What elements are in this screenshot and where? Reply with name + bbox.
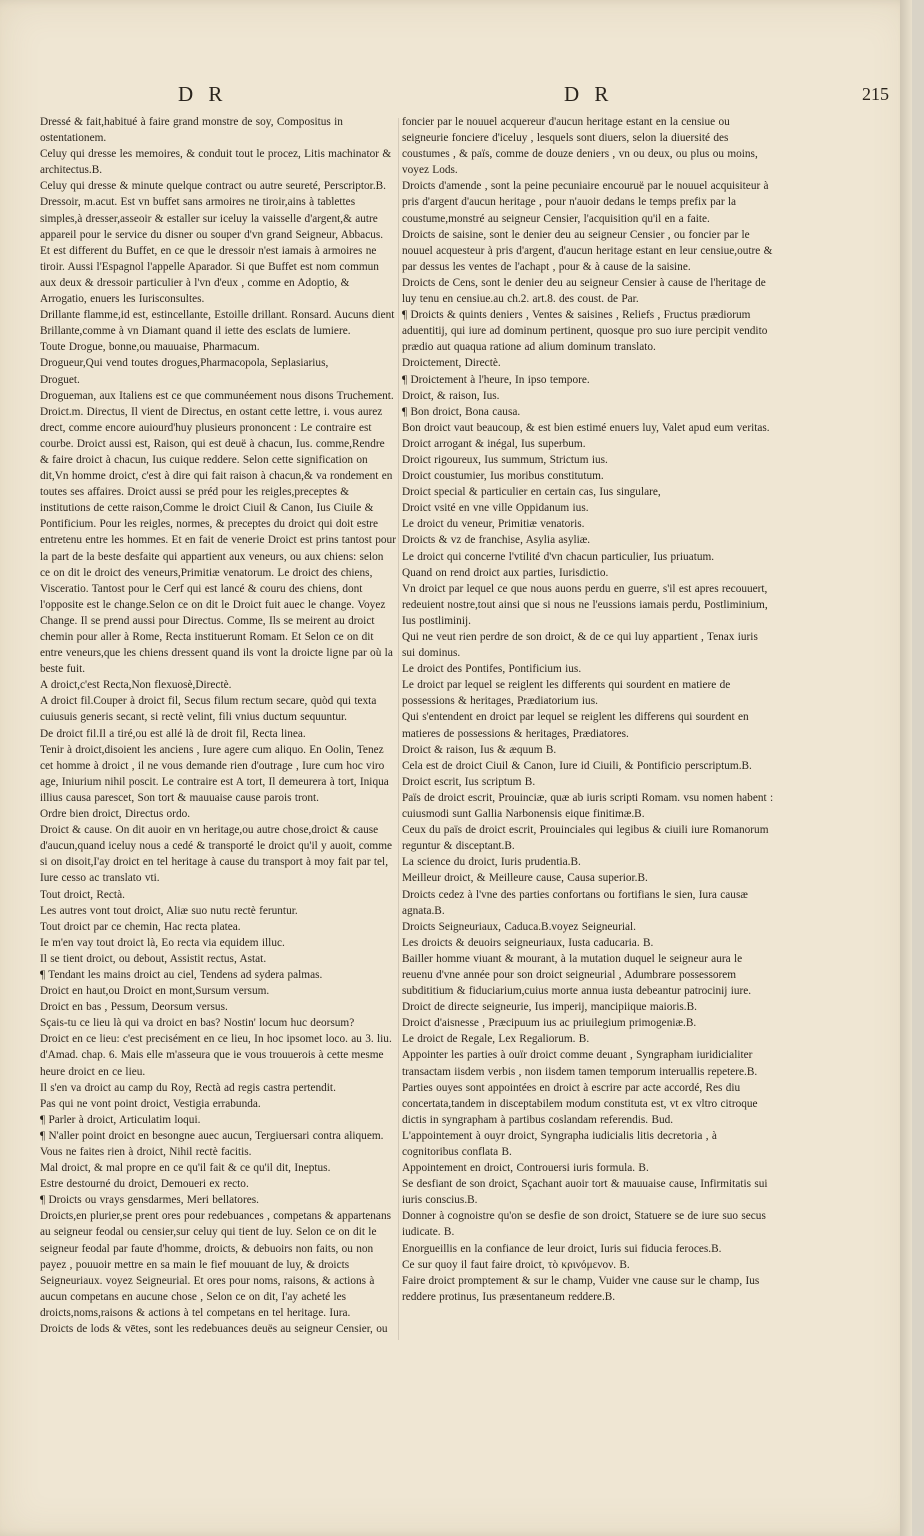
entry: Droicts Seigneuriaux, Caduca.B.voyez Seigneurial. bbox=[402, 920, 636, 933]
entry: Ordre bien droict, Directus ordo. bbox=[40, 808, 191, 821]
entry: ¶ N'aller point droict en besongne auec aucun, Tergiuersari contra aliquem. bbox=[40, 1129, 384, 1142]
right-column bbox=[402, 114, 774, 1305]
entry: Droicts d'amende , sont la peine pecuniaire encouruë par le nouuel acquisiteur à pris d'argent d'aucun heritage , pour n'auoir dedans le temps prefix par la coustume,monstré au seigneur Censier, l'acquisition qu'il en a faite. bbox=[402, 180, 769, 225]
entry: Celuy qui dresse & minute quelque contract ou autre seureté, Perscriptor.B. bbox=[40, 180, 387, 193]
entry: Droict.m. Directus, Il vient de Directus, en ostant cette lettre, i. vous aurez drect, comme encore auiourd'huy plusieurs prononcent : Le contraire est courbe. Droict aussi est, Raison, qui est deuë à chacun, Ius. comme,Rendre & faire droict à chacun, Ius cuique reddere. Selon cette signification on dit,Vn homme droict, c'est à dire qui fait raison à chacun,& va rondement en toutes ses affaires. Droict aussi se préd pour les reigles,preceptes & institutions de cette raison,Comme le droict Ciuil & Canon, Ius Ciuile & Pontificium. Pour les reigles, normes, & preceptes du droict qui doit estre entretenu entre les hommes. Et en fait de venerie Droict est prins tantost pour la part de la beste desfaite qui appartient aux veneurs, ou aux chiens: selon ce on dit le droict des veneurs,Primitiæ venatorum. Le droict des chiens, Visceratio. Tantost pour le Cerf qui est lancé & couru des chiens, dont l'opposite est le change.Selon ce on dit le Droict fuit auec le change. Voyez Change. Il se prend aussi pour Directus. Comme, Ils se meirent au droict chemin pour aller à Rome, Recta instituerunt Romam. Et Selon ce on dit entre veneurs,que les chiens dressent quand ils vont la droicte ligne par où la beste fuit. bbox=[40, 405, 396, 676]
entry: Droicts cedez à l'vne des parties confortans ou fortifians le sien, Iura causæ agnata.B. bbox=[402, 888, 748, 917]
entry: Droict d'aisnesse , Præcipuum ius ac priuilegium primogeniæ.B. bbox=[402, 1017, 697, 1030]
entry: Droict & cause. On dit auoir en vn heritage,ou autre chose,droict & cause d'aucun,quand iceluy nous a cedé & transporté le droict qu'il y auoit, comme si on disoit,I'ay droict en tel heritage à cause du transport à moy fait par tel, Iure cesso ac translato vti. bbox=[40, 824, 393, 885]
entry: Droict en haut,ou Droict en mont,Sursum versum. bbox=[40, 985, 270, 998]
entry: Ie m'en vay tout droict là, Eo recta via equidem illuc. bbox=[40, 936, 285, 949]
entry: Droicts,en plurier,se prent ores pour redebuances , competans & appartenans au seigneur feodal ou censier,sur celuy qui tient de luy. Selon ce on dit le seigneur feodal par faute d'homme, droicts, & debuoirs non faits, ou non payez , pouuoir mettre en sa main le fief mouuant de luy, & droicts Seigneuriaux. voyez Seigneurial. Et ores pour noms, raisons, & actions à aucun competans en aucune chose , Selon ce on dit, I'ay acheté les droicts,noms,raisons & actions à tel competans en tel heritage. Iura. bbox=[40, 1210, 391, 1319]
entry: Dressé & fait,habitué à faire grand monstre de soy, Compositus in ostentationem. bbox=[40, 116, 343, 145]
entry: Droicts & vz de franchise, Asylia asyliæ. bbox=[402, 534, 591, 547]
entry: De droict fil.Il a tiré,ou est allé là de droit fil, Recta linea. bbox=[40, 727, 306, 740]
entry: Parties ouyes sont appointées en droict à escrire par acte accordé, Res diu concertata,tandem in disceptabilem modum constituta est, vt ex vltro citroque dictis in syngrapham à partibus coslandam referendis. Bud. bbox=[402, 1081, 758, 1126]
entry: Il se tient droict, ou debout, Assistit rectus, Astat. bbox=[40, 952, 267, 965]
entry: Droict de directe seigneurie, Ius imperij, mancipiique maioris.B. bbox=[402, 1001, 697, 1014]
entry: Ce sur quoy il faut faire droict, τὸ κρινόμενον. B. bbox=[402, 1258, 630, 1271]
entry: Drogueman, aux Italiens est ce que communéement nous disons Truchement. bbox=[40, 389, 394, 402]
entry: ¶ Droicts & quints deniers , Ventes & saisines , Reliefs , Fructus prædiorum aduentitij, qui iure ad dominum pertinent, quosque pro suo iure percipit vendito prædio aut quaqua ratione ad alium dominum translato. bbox=[402, 309, 768, 354]
entry: Ceux du païs de droict escrit, Prouinciales qui legibus & ciuili iure Romanorum reguntur & disceptant.B. bbox=[402, 824, 769, 853]
entry: ¶ Parler à droict, Articulatim loqui. bbox=[40, 1113, 201, 1126]
entry: Sçais-tu ce lieu là qui va droict en bas? Nostin' locum huc deorsum? bbox=[40, 1017, 355, 1030]
entry: Il s'en va droict au camp du Roy, Rectà ad regis castra pertendit. bbox=[40, 1081, 336, 1094]
entry: Donner à cognoistre qu'on se desfie de son droict, Statuere se de iure suo secus iudicate. B. bbox=[402, 1210, 766, 1239]
entry: Droict arrogant & inégal, Ius superbum. bbox=[402, 437, 586, 450]
entry: Les autres vont tout droict, Aliæ suo nutu rectè feruntur. bbox=[40, 904, 298, 917]
entry: L'appointement à ouyr droict, Syngrapha iudicialis litis decretoria , à cognitoribus conflata B. bbox=[402, 1129, 717, 1158]
entry: Droict en bas , Pessum, Deorsum versus. bbox=[40, 1001, 228, 1014]
header-middle: D R bbox=[564, 82, 614, 106]
entry: foncier par le nouuel acquereur d'aucun heritage estant en la censiue ou seigneurie fonciere d'iceluy , lesquels sont diuers, selon la diuersité des coustumes , & païs, comme de douze deniers , vn ou deux, ou plus ou moins, voyez Lods. bbox=[402, 116, 758, 177]
entry: Droict, & raison, Ius. bbox=[402, 389, 500, 402]
entry: Estre destourné du droict, Demoueri ex recto. bbox=[40, 1178, 249, 1191]
entry: Droict rigoureux, Ius summum, Strictum ius. bbox=[402, 453, 608, 466]
entry: Droict & raison, Ius & æquum B. bbox=[402, 743, 557, 756]
entry: Appointer les parties à ouïr droict comme deuant , Syngrapham iuridicialiter transactam iisdem verbis , non iisdem tamen temporum interuallis repetere.B. bbox=[402, 1049, 758, 1078]
entry: Tenir à droict,disoient les anciens , Iure agere cum aliquo. En Oolin, Tenez cet homme à droict , il ne vous demande rien d'outrage , Iure cum hoc viro age, Iniurium nihil poscit. Le contraire est A tort, Il demeurera à tort, Iniqua illius causa parescet, Son tort & mauuaise cause parois tront. bbox=[40, 743, 389, 804]
entry: Toute Drogue, bonne,ou mauuaise, Pharmacum. bbox=[40, 341, 260, 354]
entry: Celuy qui dresse les memoires, & conduit tout le procez, Litis machinator & architectus.B. bbox=[40, 148, 392, 177]
entry: Droict vsité en vne ville Oppidanum ius. bbox=[402, 502, 589, 515]
entry: Bon droict vaut beaucoup, & est bien estimé enuers luy, Valet apud eum veritas. bbox=[402, 421, 770, 434]
entry: Les droicts & deuoirs seigneuriaux, Iusta caducaria. B. bbox=[402, 936, 654, 949]
entry: Enorgueillis en la confiance de leur droict, Iuris sui fiducia feroces.B. bbox=[402, 1242, 722, 1255]
entry: ¶ Droicts ou vrays gensdarmes, Meri bellatores. bbox=[40, 1194, 259, 1207]
entry: La science du droict, Iuris prudentia.B. bbox=[402, 856, 581, 869]
entry: Droict en ce lieu: c'est precisément en ce lieu, In hoc ipsomet loco. au 3. liu. d'Amad. chap. 6. Mais elle m'asseura que ie vous trouuerois à cette mesme heure droict en ce lieu. bbox=[40, 1033, 392, 1078]
entry: Cela est de droict Ciuil & Canon, Iure id Ciuili, & Pontificio perscriptum.B. bbox=[402, 759, 752, 772]
entry: Mal droict, & mal propre en ce qu'il fait & ce qu'il dit, Ineptus. bbox=[40, 1162, 331, 1175]
entry: Drogueur,Qui vend toutes drogues,Pharmacopola, Seplasiarius, bbox=[40, 357, 329, 370]
entry: Faire droict promptement & sur le champ, Vuider vne cause sur le champ, Ius reddere protinus, Ius præsentaneum reddere.B. bbox=[402, 1274, 760, 1303]
entry: Quand on rend droict aux parties, Iurisdictio. bbox=[402, 566, 609, 579]
entry: Droictement, Directè. bbox=[402, 357, 501, 370]
entry: Dressoir, m.acut. Est vn buffet sans armoires ne tiroir,ains à tablettes simples,à dresser,asseoir & estaller sur iceluy la vaisselle d'argent,& autre appareil pour le service du disner ou souper d'vn grand Seigneur, Abbacus. Et est different du Buffet, en ce que le dressoir n'est iamais à armoires ne tiroir. Aussi l'Espagnol l'appelle Aparador. Si que Buffet est nom commun aux deux & dressoir particulier à l'vn d'eux , comme en Adoptio, & Arrogatio, enuers les Iurisconsultes. bbox=[40, 196, 384, 306]
entry: Droict coustumier, Ius moribus constitutum. bbox=[402, 470, 604, 483]
entry: Tout droict, Rectà. bbox=[40, 888, 125, 901]
entry: Le droict par lequel se reiglent les differents qui sourdent en matiere de possessions & heritages, Prædiatorium ius. bbox=[402, 679, 731, 708]
left-column bbox=[40, 114, 396, 1337]
entry: Appointement en droict, Controuersi iuris formula. B. bbox=[402, 1162, 649, 1175]
entry: Bailler homme viuant & mourant, à la mutation duquel le seigneur aura le reuenu d'vne année pour son droict seigneurial , Adumbrare possessorem subdititium & fiduciarium,cuius morte annua iusta debeantur patrocinij iure. bbox=[402, 952, 752, 998]
entry: Tout droict par ce chemin, Hac recta platea. bbox=[40, 920, 241, 933]
entry: Le droict du veneur, Primitiæ venatoris. bbox=[402, 518, 585, 531]
entry: Droicts de Cens, sont le denier deu au seigneur Censier à cause de l'heritage de luy tenu en censiue.au ch.2. art.8. des coust. de Par. bbox=[402, 276, 766, 306]
page-number: 215 bbox=[862, 84, 889, 104]
entry: Le droict de Regale, Lex Regaliorum. B. bbox=[402, 1033, 590, 1046]
entry: ¶ Droictement à l'heure, In ipso tempore. bbox=[402, 373, 590, 386]
column-divider bbox=[398, 118, 399, 1340]
entry: Drillante flamme,id est, estincellante, Estoille drillant. Ronsard. Aucuns dient Brillante,comme à vn Diamant quand il iette des esclats de lumiere. bbox=[40, 309, 395, 338]
entry: Le droict qui concerne l'vtilité d'vn chacun particulier, Ius priuatum. bbox=[402, 550, 715, 563]
entry: Droicts de saisine, sont le denier deu au seigneur Censier , ou foncier par le nouuel acquesteur à pris d'argent, d'aucun heritage estant en leur censiue,outre & par dessus les ventes de l'achapt , pour & à cause de la saisine. bbox=[402, 228, 773, 273]
entry: Vn droict par lequel ce que nous auons perdu en guerre, s'il est apres recouuert, redeuient nostre,tout ainsi que si nous ne l'eussions iamais perdu, Postliminium, Ius postliminij. bbox=[402, 582, 768, 627]
entry: Droict special & particulier en certain cas, Ius singulare, bbox=[402, 486, 661, 499]
entry: Qui s'entendent en droict par lequel se reiglent les differens qui sourdent en matieres de possessions & heritages, Prædiatores. bbox=[402, 711, 749, 740]
entry: Droguet. bbox=[40, 373, 80, 386]
entry: Droicts de lods & vētes, sont les redebuances deuës au seigneur Censier, ou bbox=[40, 1323, 388, 1336]
entry: ¶ Bon droict, Bona causa. bbox=[402, 405, 521, 418]
entry: Meilleur droict, & Meilleure cause, Causa superior.B. bbox=[402, 872, 648, 885]
entry: Vous ne faites rien à droict, Nihil rectè facitis. bbox=[40, 1146, 252, 1158]
page-edge bbox=[900, 0, 912, 1536]
entry: Qui ne veut rien perdre de son droict, & de ce qui luy appartient , Tenax iuris sui dominus. bbox=[402, 631, 758, 660]
entry: ¶ Tendant les mains droict au ciel, Tendens ad sydera palmas. bbox=[40, 968, 323, 981]
entry: Païs de droict escrit, Prouinciæ, quæ ab iuris scripti Romam. vsu nomen habent : cuiusmodi sunt Gallia Narbonensis eique finitimæ.B. bbox=[402, 791, 774, 821]
entry: Droict escrit, Ius scriptum B. bbox=[402, 775, 536, 788]
header-left: D R bbox=[178, 82, 228, 106]
entry: A droict fil.Couper à droict fil, Secus filum rectum secare, quòd qui texta cuiusuis generis secant, si rectè velint, fili vnius ductum sequuntur. bbox=[40, 695, 377, 724]
entry: Se desfiant de son droict, Sçachant auoir tort & mauuaise cause, Infirmitatis sui iuris conscius.B. bbox=[402, 1178, 768, 1207]
running-header bbox=[0, 82, 912, 112]
entry: Le droict des Pontifes, Pontificium ius. bbox=[402, 663, 582, 676]
entry: Pas qui ne vont point droict, Vestigia errabunda. bbox=[40, 1097, 261, 1110]
entry: A droict,c'est Recta,Non flexuosè,Directè. bbox=[40, 679, 232, 692]
